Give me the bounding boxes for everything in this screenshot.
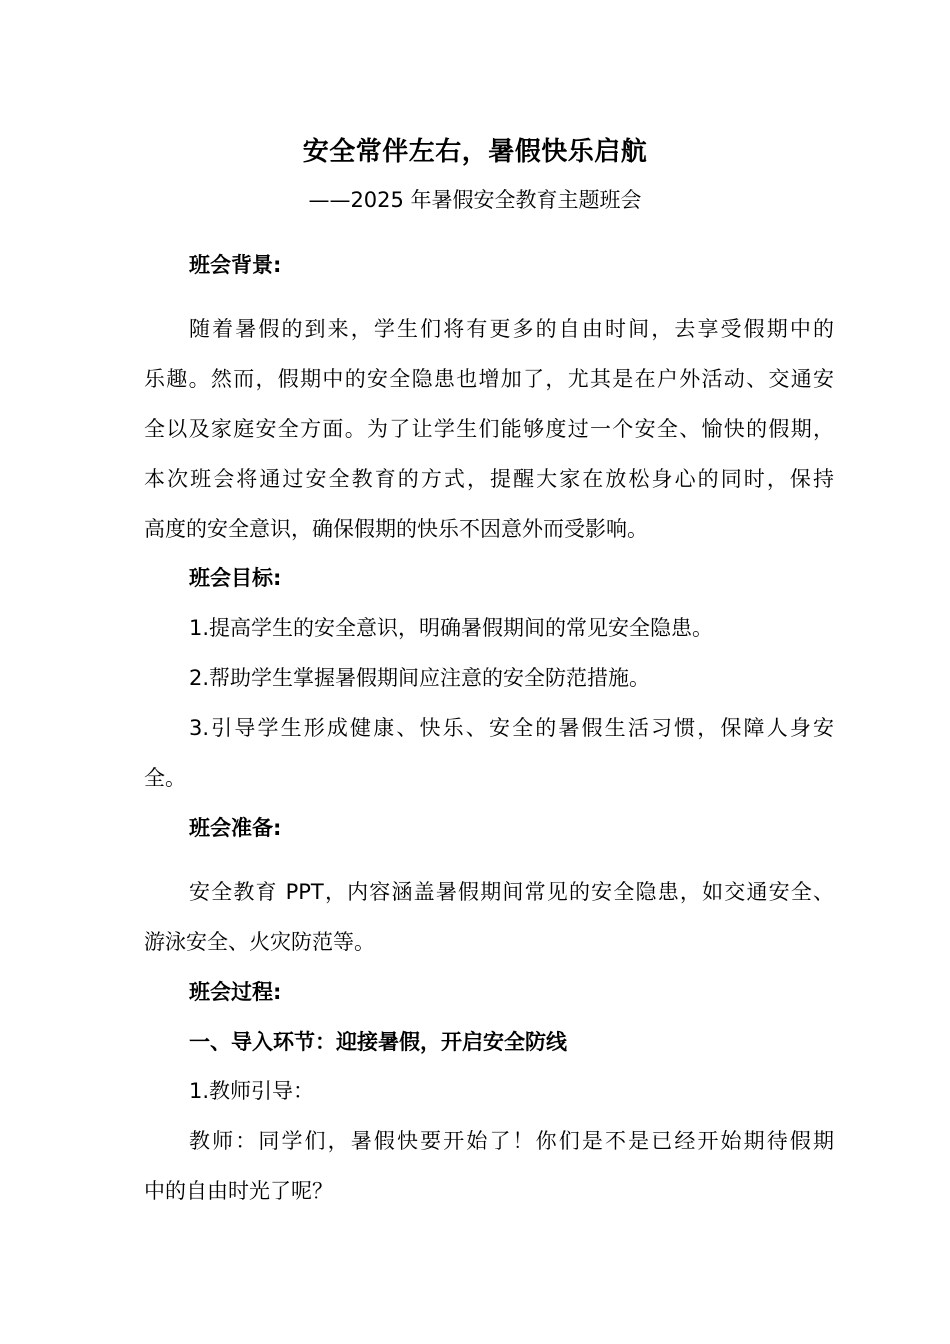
background-line: 高度的安全意识，确保假期的快乐不因意外而受影响。 <box>144 517 648 541</box>
preparation-heading: 班会准备: <box>189 816 282 840</box>
teacher-line: 中的自由时光了呢？ <box>144 1179 333 1203</box>
background-heading: 班会背景: <box>189 253 282 277</box>
step-one-label: 1.教师引导： <box>189 1079 315 1103</box>
document-subtitle: ——2025 年暑假安全教育主题班会 <box>308 188 642 212</box>
background-line: 全以及家庭安全方面。为了让学生们能够度过一个安全、愉快的假期， <box>144 417 834 441</box>
goal-item: 3.引导学生形成健康、快乐、安全的暑假生活习惯，保障人身安 <box>189 716 834 740</box>
goal-item: 2.帮助学生掌握暑假期间应注意的安全防范措施。 <box>189 666 651 690</box>
goals-heading: 班会目标: <box>189 566 282 590</box>
preparation-line: 安全教育 PPT，内容涵盖暑假期间常见的安全隐患，如交通安全、 <box>189 880 834 904</box>
process-heading: 班会过程: <box>189 980 282 1004</box>
background-line: 本次班会将通过安全教育的方式，提醒大家在放松身心的同时，保持 <box>144 467 834 491</box>
goal-item: 全。 <box>144 766 186 790</box>
section-one-heading: 一、导入环节：迎接暑假，开启安全防线 <box>189 1030 567 1054</box>
preparation-line: 游泳安全、火灾防范等。 <box>144 930 375 954</box>
goal-item: 1.提高学生的安全意识，明确暑假期间的常见安全隐患。 <box>189 616 714 640</box>
background-line: 乐趣。然而，假期中的安全隐患也增加了，尤其是在户外活动、交通安 <box>144 367 834 391</box>
teacher-line: 教师：同学们，暑假快要开始了！你们是不是已经开始期待假期 <box>189 1129 834 1153</box>
document-title: 安全常伴左右，暑假快乐启航 <box>302 137 648 167</box>
background-line: 随着暑假的到来，学生们将有更多的自由时间，去享受假期中的 <box>189 317 834 341</box>
